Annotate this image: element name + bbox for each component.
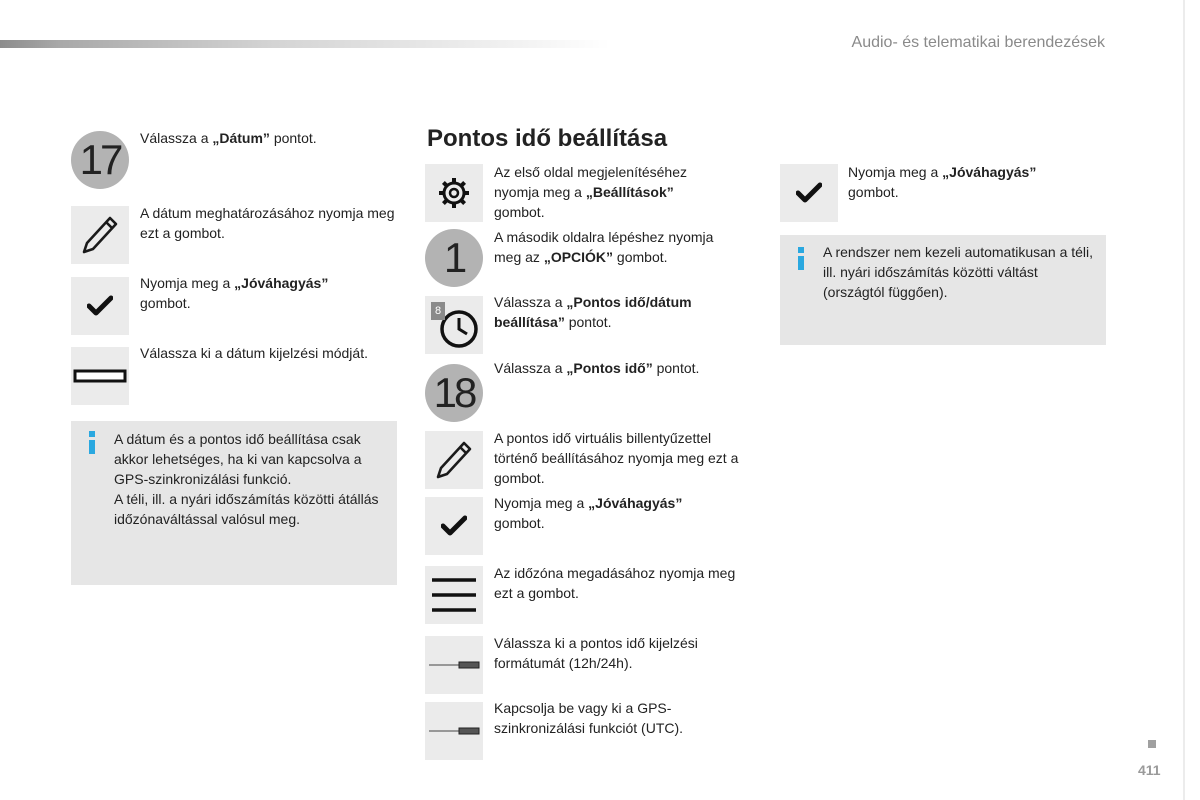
step-1-text: A második oldalra lépéshez nyomja meg az „OPCIÓK” gombot.: [494, 229, 714, 265]
page-edge-divider: [1183, 0, 1185, 800]
settings-text: Az első oldal megjelenítéséhez nyomja meg a „Beállítások” gombot.: [494, 164, 688, 220]
confirm-icon-box[interactable]: [71, 277, 129, 335]
step-17-text: Válassza a „Dátum” pontot.: [140, 130, 317, 146]
timezone-text: Az időzóna megadásához nyomja meg ezt a gombot.: [494, 565, 736, 601]
checkmark-icon: [796, 182, 822, 204]
chapter-title: Audio- és telematikai berendezések: [851, 34, 1105, 51]
gear-icon: [437, 176, 471, 210]
date-pencil-text: A dátum meghatározásához nyomja meg ezt a gombot.: [140, 205, 395, 241]
settings-icon-box[interactable]: [425, 164, 483, 222]
list-menu-icon: [430, 575, 478, 615]
right-confirm-icon-box[interactable]: [780, 164, 838, 222]
time-confirm-text: Nyomja meg a „Jóváhagyás” gombot.: [494, 495, 683, 531]
time-confirm-icon-box[interactable]: [425, 497, 483, 555]
toggle-slider-icon: [427, 726, 481, 736]
dst-info-box: [780, 235, 1106, 345]
toggle-slider-icon: [427, 660, 481, 670]
info-icon: [798, 247, 804, 270]
time-pencil-icon-box[interactable]: [425, 431, 483, 489]
checkmark-icon: [87, 295, 113, 317]
gps-toggle-icon-box[interactable]: [425, 702, 483, 760]
section-title: Pontos idő beállítása: [427, 125, 668, 152]
right-confirm-text: Nyomja meg a „Jóváhagyás” gombot.: [848, 164, 1037, 200]
date-info-box: [71, 421, 397, 585]
time-format-text: Válassza ki a pontos idő kijelzési formátumát (12h/24h).: [494, 635, 698, 671]
step-1-badge: 1: [425, 229, 483, 287]
timezone-icon-box[interactable]: [425, 566, 483, 624]
header-gradient-bar: [0, 40, 610, 48]
clock-text: Válassza a „Pontos idő/dátum beállítása” pontot.: [494, 294, 692, 330]
pencil-icon-box[interactable]: [71, 206, 129, 264]
page-number: 411: [1138, 762, 1161, 778]
step-17-badge: 17: [71, 131, 129, 189]
page-marker: [1148, 740, 1156, 748]
step-18-badge: 18: [425, 364, 483, 422]
gps-text: Kapcsolja be vagy ki a GPS-szinkronizálási funkciót (UTC).: [494, 700, 684, 736]
calendar-badge: 8: [431, 302, 445, 320]
pencil-icon: [80, 214, 120, 256]
date-format-text: Válassza ki a dátum kijelzési módját.: [140, 345, 368, 361]
format-bar-icon: [73, 369, 127, 383]
clock-icon-box[interactable]: [425, 296, 483, 354]
step-18-text: Válassza a „Pontos idő” pontot.: [494, 360, 700, 376]
pencil-icon: [434, 439, 474, 481]
time-format-icon-box[interactable]: [425, 636, 483, 694]
checkmark-icon: [441, 515, 467, 537]
date-info-text: A dátum és a pontos idő beállítása csak akkor lehetséges, ha ki van kapcsolva a GPS-szinkronizálási funkció. A téli, ill. a nyári időszámítás közötti átállás időzónaváltással valósul meg.: [114, 431, 379, 527]
time-pencil-text: A pontos idő virtuális billentyűzettel történő beállításához nyomja meg ezt a gombot.: [494, 430, 739, 486]
info-icon: [89, 431, 95, 454]
date-format-icon-box[interactable]: [71, 347, 129, 405]
dst-info-text: A rendszer nem kezeli automatikusan a téli, ill. nyári időszámítás közötti váltást (országtól függően).: [823, 244, 1094, 300]
date-confirm-text: Nyomja meg a „Jóváhagyás” gombot.: [140, 275, 329, 311]
